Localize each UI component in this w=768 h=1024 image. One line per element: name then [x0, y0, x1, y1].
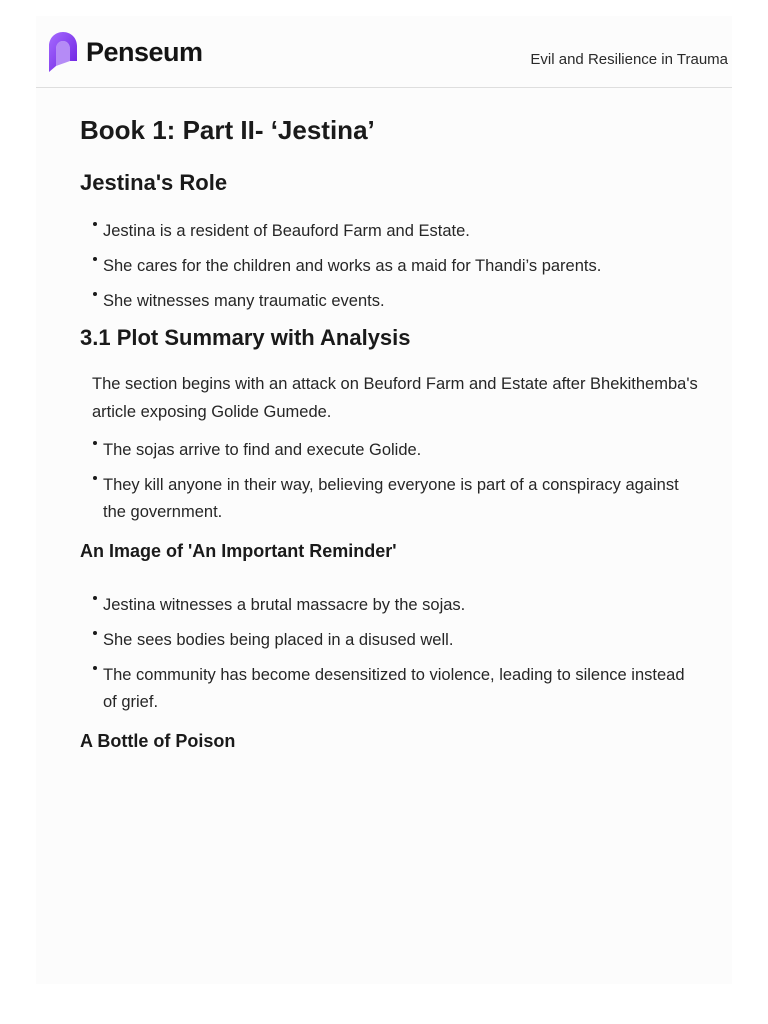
logo[interactable] — [48, 31, 203, 73]
section-heading-jestinas-role: Jestina's Role — [80, 170, 228, 195]
list-item: She sees bodies being placed in a disused well. — [80, 627, 700, 654]
list-item: Jestina witnesses a brutal massacre by the sojas. — [80, 592, 700, 619]
content — [80, 112, 700, 754]
list-item: She witnesses many traumatic events. — [80, 288, 700, 315]
page-title: Book 1: Part II- ‘Jestina’ — [80, 115, 375, 145]
bullet-list-important-reminder — [80, 592, 700, 716]
list-item: The community has become desensitized to violence, leading to silence instead of grief. — [80, 662, 700, 716]
list-item: They kill anyone in their way, believing everyone is part of a conspiracy against the government. — [80, 472, 700, 526]
section-heading-bottle-of-poison: A Bottle of Poison — [80, 731, 236, 751]
document-title: Evil and Resilience in Trauma — [530, 51, 728, 68]
penseum-logo-icon — [48, 31, 78, 73]
document-page — [36, 16, 732, 984]
section-heading-plot-summary: 3.1 Plot Summary with Analysis — [80, 325, 411, 350]
list-item: The sojas arrive to find and execute Golide. — [80, 437, 700, 464]
bullet-list-jestinas-role — [80, 218, 700, 315]
list-item: Jestina is a resident of Beauford Farm and Estate. — [80, 218, 700, 245]
header — [36, 16, 732, 88]
bullet-list-plot-summary — [80, 437, 700, 526]
section-heading-important-reminder: An Image of 'An Important Reminder' — [80, 541, 397, 561]
section-paragraph: The section begins with an attack on Beuford Farm and Estate after Bhekithemba's article exposing Golide Gumede. — [92, 375, 698, 421]
brand-name: Penseum — [86, 37, 203, 67]
list-item: She cares for the children and works as a maid for Thandi’s parents. — [80, 253, 700, 280]
